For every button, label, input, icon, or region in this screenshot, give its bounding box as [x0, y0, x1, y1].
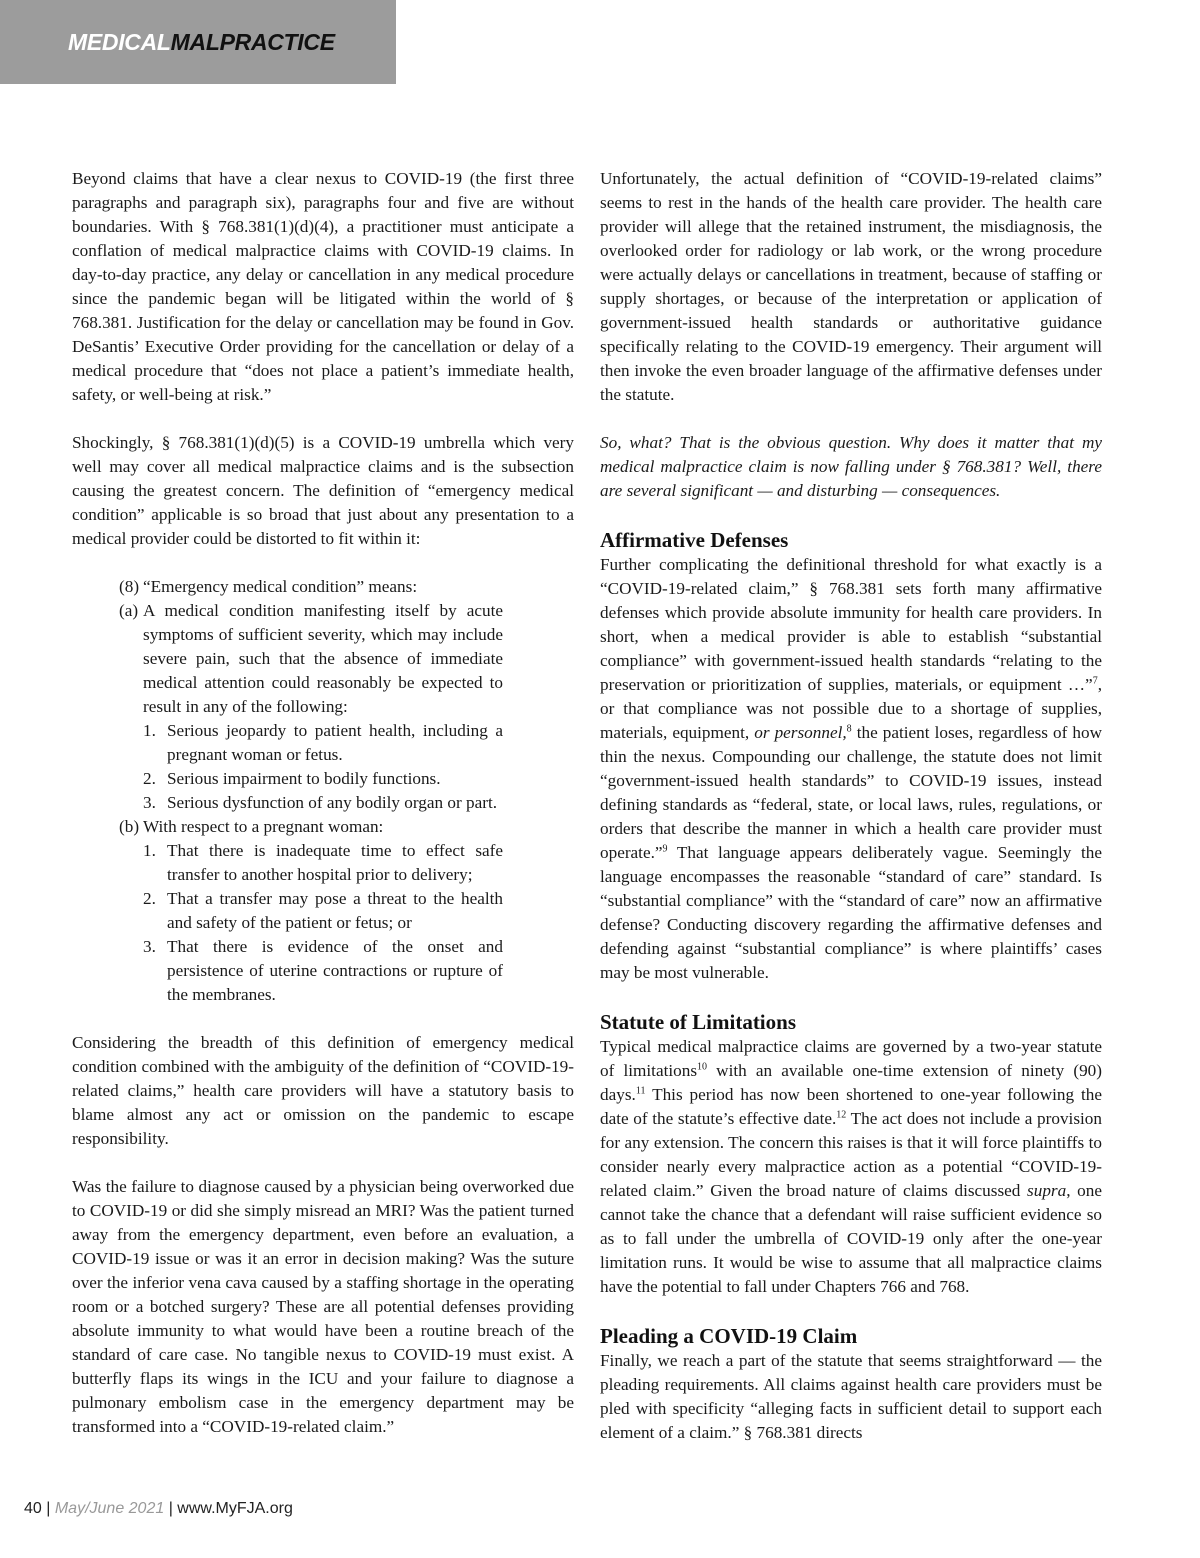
paragraph-pleading: Finally, we reach a part of the statute that seems straightforward — the pleading requirements. All claims against health care providers must be pled with specificity “alleging facts in sufficient detail to support each element of a claim.” § 768.381 directs — [600, 1351, 1102, 1442]
section-title-part1: MEDICAL — [68, 29, 171, 55]
def-b2-label: 2. — [143, 889, 156, 908]
footer-separator: | — [164, 1500, 178, 1517]
footnote-ref-11: 11 — [635, 1085, 646, 1097]
sol-text-italic: supra — [1027, 1181, 1067, 1200]
footnote-ref-12: 12 — [836, 1109, 847, 1121]
def-b1-text: That there is inadequate time to effect safe transfer to another hospital prior to delivery; — [167, 841, 503, 884]
section-title-part2: MALPRACTICE — [170, 29, 335, 55]
left-column — [72, 167, 574, 1439]
paragraph-umbrella: Shockingly, § 768.381(1)(d)(5) is a COVID-19 umbrella which very well may cover all medical malpractice claims and is the subsection causing the greatest concern. The definition of “emergency medical condition” applicable is so broad that just about any presentation to a medical provider could be distorted to fit within it: — [72, 433, 574, 548]
paragraph-definition-provider: Unfortunately, the actual definition of “COVID-19-related claims” seems to rest in the hands of the health care provider. The health care provider will allege that the retained instrument, the misdiagnosis, the overlooked order for radiology or lab work, or the wrong procedure were actually delays or cancellations in treatment, because of staffing or supply shortages, or because of the interpretation or application of government-issued health standards or authoritative guidance specifically relating to the COVID-19 emergency. Their argument will then invoke the even broader language of the affirmative defenses under the statute. — [600, 169, 1102, 404]
page-number: 40 — [24, 1500, 42, 1517]
footnote-ref-8: 8 — [846, 723, 852, 735]
sol-text-c: This period has now been shortened to one-year following the date of the statute’s effective date. — [600, 1085, 1102, 1128]
emergency-definition-quote — [119, 575, 503, 1007]
sol-text-b: with an available one-time extension of ninety (90) days. — [600, 1061, 1102, 1104]
def-a3-text: Serious dysfunction of any bodily organ or part. — [167, 793, 498, 812]
def-a1-text: Serious jeopardy to patient health, including a pregnant woman or fetus. — [167, 721, 503, 764]
paragraph-breadth: Considering the breadth of this definition of emergency medical condition combined with the ambiguity of the definition of “COVID-19-related claims,” health care providers will have a statutory basis to blame almost any act or omission on the pandemic to escape responsibility. — [72, 1033, 574, 1148]
def-head-text: “Emergency medical condition” means: — [143, 577, 418, 596]
def-a2-text: Serious impairment to bodily functions. — [167, 769, 441, 788]
def-a2-label: 2. — [143, 769, 156, 788]
def-head-label: (8) — [119, 577, 140, 596]
paragraph-so-what: So, what? That is the obvious question. Why does it matter that my medical malpractice claim is now falling under § 768.381? Well, there are several significant — and disturbing — consequences. — [600, 433, 1102, 500]
aff-text-b: , or that compliance was not possible due to a shortage of supplies, materials, equipment, — [600, 675, 1102, 742]
def-b3-label: 3. — [143, 937, 156, 956]
aff-text-a: Further complicating the definitional threshold for what exactly is a “COVID-19-related claim,” § 768.381 sets forth many affirmative defenses which provide absolute immunity for health care providers. In short, when a medical provider is able to establish “substantial compliance” with government-issued health standards “relating to the preservation or prioritization of supplies, materials, or equipment …” — [600, 555, 1102, 694]
def-a1-label: 1. — [143, 721, 156, 740]
def-a-label: (a) — [119, 601, 139, 620]
paragraph-nexus: Beyond claims that have a clear nexus to COVID-19 (the first three paragraphs and paragraph six), paragraphs four and five are without boundaries. With § 768.381(1)(d)(4), a practitioner must anticipate a conflation of medical malpractice claims with COVID-19 claims. In day-to-day practice, any delay or cancellation in any medical procedure since the pandemic began will be litigated within the world of § 768.381. Justification for the delay or cancellation may be found in Gov. DeSantis’ Executive Order providing for the cancellation or delay of a medical procedure that “does not place a patient’s immediate health, safety, or well-being at risk.” — [72, 169, 574, 404]
footer-separator: | — [41, 1500, 55, 1517]
def-a-text: A medical condition manifesting itself by acute symptoms of sufficient severity, which may include severe pain, such that the absence of immediate medical attention could reasonably be expected to result in any of the following: — [143, 601, 503, 716]
aff-text-italic: or personnel, — [754, 723, 847, 742]
section-header-banner — [0, 0, 396, 84]
aff-text-c: the patient loses, regardless of how thin the nexus. Compounding our challenge, the statute does not limit “government-issued health standards” to COVID-19 issues, instead defining standards as “federal, state, or local laws, rules, regulations, or orders that describe the manner in which a health care provider must operate.” — [600, 723, 1103, 862]
website-link[interactable]: www.MyFJA.org — [177, 1500, 293, 1517]
right-column — [600, 167, 1102, 1445]
heading-statute-of-limitations: Statute of Limitations — [600, 1010, 796, 1034]
issue-date: May/June 2021 — [54, 1500, 165, 1517]
aff-text-d: That language appears deliberately vague. Seemingly the language encompasses the reasonable “standard of care” standard. Is “substantial compliance” with the “standard of care” now an affirmative defense? Conducting discovery regarding the affirmative defenses and defending against “substantial compliance” is where plaintiffs’ cases may be most vulnerable. — [600, 843, 1102, 982]
heading-affirmative-defenses: Affirmative Defenses — [600, 528, 789, 552]
paragraph-butterfly: Was the failure to diagnose caused by a physician being overworked due to COVID-19 or did she simply misread an MRI? Was the patient turned away from the emergency department, even before an evaluation, a COVID-19 issue or was it an error in decision making? Was the suture over the inferior vena cava caused by a staffing shortage in the operating room or a botched surgery? These are all potential defenses providing absolute immunity to what would have been a routine breach of the standard of care case. No tangible nexus to COVID-19 must exist. A butterfly flaps its wings in the ICU and your failure to diagnose a pulmonary embolism case in the emergency department may be transformed into a “COVID-19-related claim.” — [72, 1177, 574, 1436]
section-title — [68, 29, 335, 56]
footnote-ref-7: 7 — [1092, 675, 1098, 687]
def-b1-label: 1. — [143, 841, 156, 860]
footnote-ref-9: 9 — [662, 843, 668, 855]
paragraph-affirmative-defenses — [600, 553, 1102, 985]
paragraph-statute-of-limitations — [600, 1035, 1102, 1299]
footnote-ref-10: 10 — [697, 1061, 708, 1073]
def-b3-text: That there is evidence of the onset and persistence of uterine contractions or rupture of the membranes. — [167, 937, 503, 1004]
def-a3-label: 3. — [143, 793, 156, 812]
sol-text-a: Typical medical malpractice claims are governed by a two-year statute of limitations — [600, 1037, 1102, 1080]
def-b2-text: That a transfer may pose a threat to the health and safety of the patient or fetus; or — [167, 889, 503, 932]
sol-text-e: , one cannot take the chance that a defendant will raise sufficient evidence so as to fall under the umbrella of COVID-19 only after the one-year limitation runs. It would be wise to assume that all malpractice claims have the potential to fall under Chapters 766 and 768. — [600, 1181, 1102, 1296]
heading-pleading: Pleading a COVID-19 Claim — [600, 1324, 858, 1348]
page-footer — [24, 1500, 293, 1518]
def-b-text: With respect to a pregnant woman: — [143, 817, 384, 836]
sol-text-d: The act does not include a provision for any extension. The concern this raises is that it will force plaintiffs to consider nearly every malpractice action as a potential “COVID-19-related claim.” Given the broad nature of claims discussed — [600, 1109, 1102, 1200]
def-b-label: (b) — [119, 817, 140, 836]
